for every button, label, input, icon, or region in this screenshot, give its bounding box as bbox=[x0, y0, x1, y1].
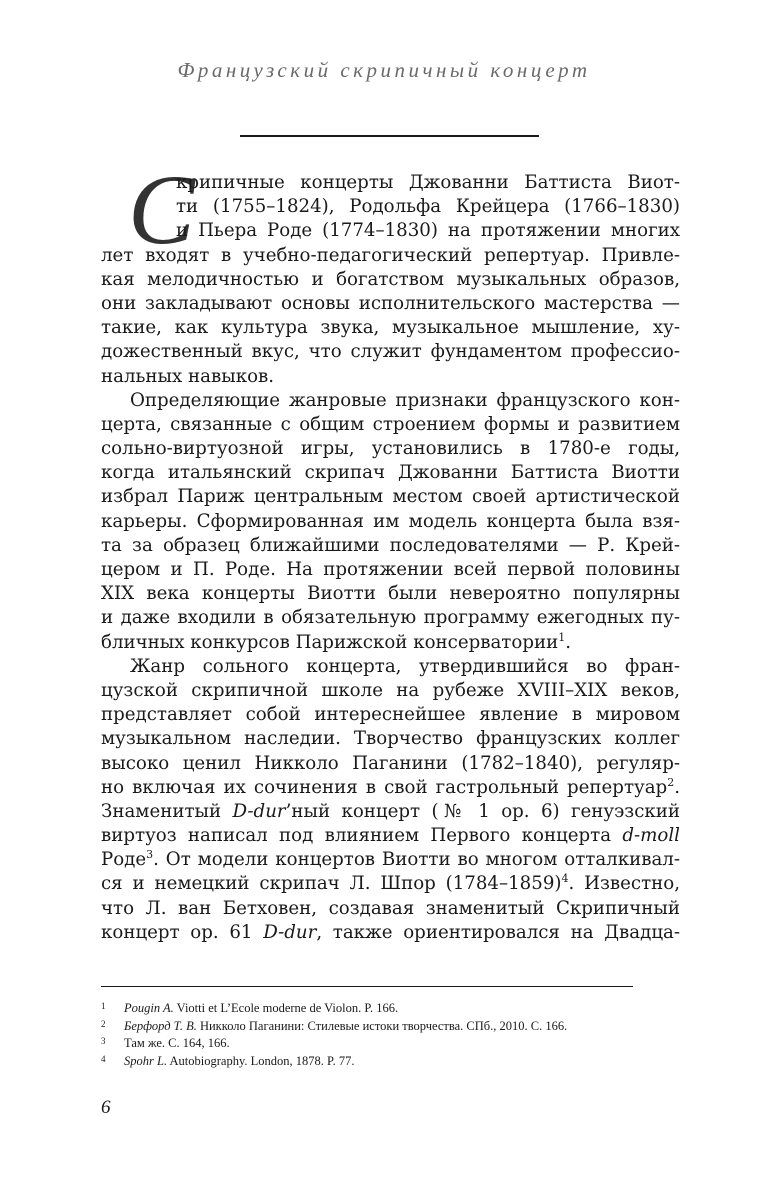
text-line: крипичные концерты Джованни Баттиста Виот- bbox=[176, 172, 680, 193]
footnote-author: Pougin A. bbox=[124, 1001, 174, 1015]
text-line: сольно-виртуозной игры, установились в 1780-е годы, bbox=[101, 438, 680, 460]
key-name: D-dur bbox=[263, 921, 317, 943]
footnotes bbox=[101, 998, 680, 1068]
text-line bbox=[101, 921, 680, 945]
footnote-author: Берфорд Т. В. bbox=[124, 1018, 197, 1033]
text-line: музыкальном наследии. Творчество французских коллег bbox=[101, 728, 680, 750]
running-header: Французский скрипичный концерт bbox=[177, 58, 591, 82]
text-line: ти (1755–1824), Родольфа Крейцера (1766–1830) bbox=[176, 196, 680, 218]
text-line bbox=[101, 872, 680, 896]
text-segment: бличных конкурсов Парижской консерватории bbox=[101, 631, 559, 653]
footnote-text: Там же. С. 164, 166. bbox=[124, 1036, 230, 1050]
footnote-ref: 2 bbox=[667, 775, 675, 789]
text-line: Жанр сольного концерта, утвердившийся во фран- bbox=[130, 655, 680, 677]
text-segment: виртуоз написал под влиянием Первого концерта bbox=[101, 825, 623, 847]
page-number: 6 bbox=[101, 1097, 111, 1118]
footnote-number: 1 bbox=[101, 1001, 106, 1011]
text-segment: . bbox=[565, 631, 572, 653]
text-line: карьеры. Сформированная им модель концерта была взя- bbox=[101, 510, 680, 532]
text-line: представляет собой интереснейшее явление в мировом bbox=[101, 704, 680, 726]
text-segment: . Известно, bbox=[568, 873, 680, 895]
footnote-rule bbox=[101, 986, 633, 987]
text-line: Определяющие жанровые признаки французского кон- bbox=[130, 389, 680, 411]
text-line: та за образец ближайшими последователями — Р. Крей- bbox=[101, 534, 680, 556]
footnote-text: Viotti et L’Ecole moderne de Violon. P. 166. bbox=[173, 1001, 399, 1015]
text-line: избрал Париж центральным местом своей артистической bbox=[101, 486, 680, 508]
footnote bbox=[101, 1016, 680, 1034]
footnote-ref: 3 bbox=[146, 848, 154, 862]
text-line: церта, связанные с общим строением формы и развитием bbox=[101, 413, 680, 435]
text-line: они закладывают основы исполнительского мастерства — bbox=[101, 292, 680, 314]
text-line: что Л. ван Бетховен, создавая знаменитый Скрипичный bbox=[101, 897, 680, 919]
footnote-ref: 4 bbox=[561, 872, 569, 886]
text-line: высоко ценил Никколо Паганини (1782–1840), регуляр- bbox=[101, 752, 680, 774]
text-line: лет входят в учебно-педагогический репертуар. Привле- bbox=[101, 244, 680, 266]
text-line: цузской скрипичной школе на рубеже XVIII–XIX веков, bbox=[101, 679, 680, 701]
footnote bbox=[101, 1033, 680, 1051]
body-text bbox=[101, 171, 680, 945]
header-rule bbox=[240, 135, 539, 137]
text-line: и Пьера Роде (1774–1830) на протяжении многих bbox=[176, 220, 680, 242]
text-line: кая мелодичностью и богатством музыкальных образов, bbox=[101, 268, 680, 290]
text-line bbox=[101, 800, 680, 824]
footnote-ref: 1 bbox=[558, 630, 566, 644]
text-segment: но включая их сочинения в свой гастрольный репертуар bbox=[101, 776, 668, 798]
text-line: такие, как культура звука, музыкальное мышление, ху- bbox=[101, 317, 680, 339]
key-name: d-moll bbox=[622, 825, 680, 847]
text-segment: Знаменитый bbox=[101, 800, 233, 822]
footnote bbox=[101, 998, 680, 1016]
footnote-number: 3 bbox=[101, 1036, 106, 1046]
footnote-number: 2 bbox=[101, 1018, 106, 1029]
text-segment: ’ный концерт (№ 1 ор. 6) генуэзский bbox=[285, 800, 680, 822]
text-line bbox=[101, 824, 680, 848]
text-line bbox=[101, 631, 680, 655]
text-segment: , также ориентировался на Двадца- bbox=[316, 921, 680, 943]
text-segment: концерт ор. 61 bbox=[101, 921, 264, 943]
footnote-text: Autobiography. London, 1878. P. 77. bbox=[167, 1053, 355, 1068]
footnote-text: Никколо Паганини: Стилевые истоки творчества. СПб., 2010. С. 166. bbox=[196, 1018, 568, 1033]
text-line: нальных навыков. bbox=[101, 365, 275, 387]
text-line: дожественный вкус, что служит фундаментом профессио- bbox=[101, 341, 680, 363]
text-segment: . От модели концертов Виотти во многом отталкивал- bbox=[153, 849, 680, 871]
footnote bbox=[101, 1051, 680, 1069]
text-line: цером и П. Роде. На протяжении всей первой половины bbox=[101, 559, 680, 580]
text-line: когда итальянский скрипач Джованни Баттиста Виотти bbox=[101, 462, 680, 484]
text-line bbox=[101, 776, 680, 800]
key-name: D-dur bbox=[232, 800, 286, 822]
text-line: и даже входили в обязательную программу ежегодных пу- bbox=[101, 607, 680, 629]
drop-cap: С bbox=[128, 154, 195, 265]
text-line bbox=[101, 848, 680, 872]
footnote-number: 4 bbox=[101, 1053, 106, 1064]
text-line: XIX века концерты Виотти были невероятно популярны bbox=[101, 583, 680, 605]
text-segment: . bbox=[674, 776, 680, 798]
text-segment: Роде bbox=[101, 849, 147, 871]
text-segment: ся и немецкий скрипач Л. Шпор (1784–1859) bbox=[101, 873, 562, 895]
footnote-author: Spohr L. bbox=[124, 1053, 168, 1068]
